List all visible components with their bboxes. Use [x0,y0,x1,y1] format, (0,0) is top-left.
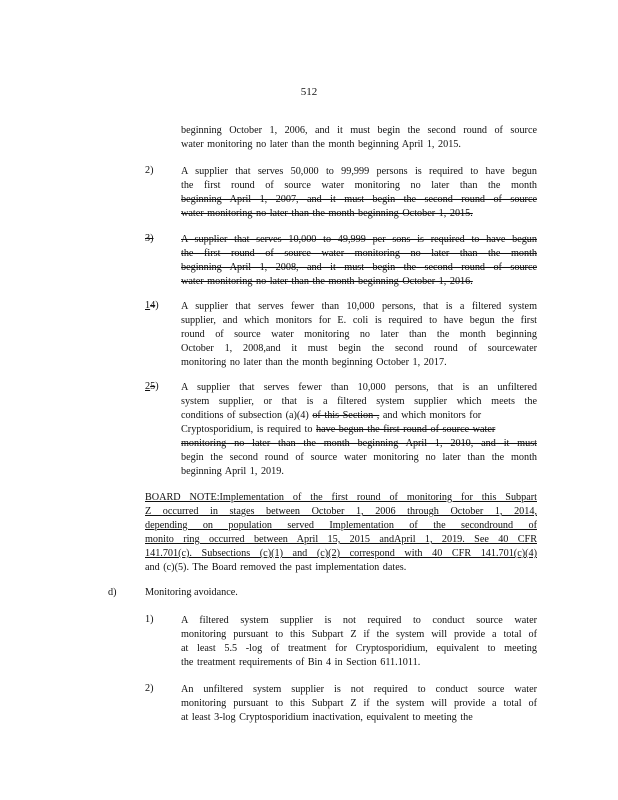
item-2-paragraph [181,165,537,221]
text-line: water monitoring no later than the month beginning April 1, 2015. [181,139,461,150]
item-number: 2) [145,165,154,176]
text-line: begin the second round of source water monitoring no later than the month [181,452,537,463]
struck-line: A supplier that serves 10,000 to 49,999 per sons is required to have begun [181,234,537,245]
item-number [145,381,159,392]
avoidance-item-2 [181,683,537,725]
text-line: monitoring no later than the month beginning October 1, 2017. [181,357,447,368]
struck-line: beginning April 1, 2007, and it must begin the second round of source [181,194,537,205]
note-line: monito ring occurred between April 15, 2015 andApril 1, 2019. See 40 CFR [145,534,537,545]
note-line: Z occurred in stages between October 1, 2006 through October 1, 2014, [145,506,537,517]
text-line: October 1, 2008,and it must begin the second round of sourcewater [181,343,537,354]
deleted-number: 4 [150,300,156,311]
text-line [181,409,537,423]
item-1-paragraph [181,300,537,370]
text-segment: Cryptosporidium, is required to [181,424,317,435]
struck-line: beginning April 1, 2008, and it must begin the second round of source [181,262,537,273]
text-segment: and which monitors for [379,410,482,421]
note-line: BOARD NOTE:Implementation of the first round of monitoring for this Subpart [145,492,537,503]
board-note [145,491,537,575]
text-segment: conditions of subsection (a)(4) [181,410,313,421]
struck-line: water monitoring no later than the month beginning October 1, 2015. [181,208,473,219]
deleted-number: 5 [150,381,156,392]
item-number: 3) [145,233,154,244]
note-line: depending on population served Implementation of the secondround of [145,520,537,531]
note-line: 141.701(c). Subsections (c)(1) and (c)(2) correspond with 40 CFR 141.701(c)(4) [145,548,537,559]
page-number: 512 [300,86,318,98]
text-line: A supplier that serves 50,000 to 99,999 persons is required to have begun [181,166,537,177]
text-line: monitoring pursuant to this Subpart Z if the system will provide a total of [181,698,537,709]
section-title: Monitoring avoidance. [145,587,238,598]
text-line: A supplier that serves fewer than 10,000 persons, that is an unfiltered [181,382,537,393]
inserted-number: 2 [145,381,151,392]
text-line: supplier, and which monitors for E. coli is required to have begun the first [181,315,537,326]
item-2-unfiltered-paragraph [181,381,537,479]
item-number [145,300,159,311]
avoidance-item-1 [181,614,537,670]
struck-segment: of this Section , [312,410,380,421]
text-line [181,423,537,437]
text-line: monitoring pursuant to this Subpart Z if the system will provide a total of [181,629,537,640]
struck-line: the first round of source water monitoring no later than the month [181,248,537,259]
number-suffix: ) [155,300,159,311]
inserted-number: 1 [145,300,151,311]
item-number: 2) [145,683,154,694]
item-3-paragraph-deleted [181,233,537,289]
struck-line: water monitoring no later than the month beginning October 1, 2016. [181,276,473,287]
continuation-paragraph [181,124,537,152]
text-line: A supplier that serves fewer than 10,000 persons, that is a filtered system [181,301,537,312]
item-number: 1) [145,614,154,625]
text-line: A filtered system supplier is not required to conduct source water [181,615,537,626]
number-suffix: ) [155,381,159,392]
text-line: the first round of source water monitoring no later than the month [181,180,537,191]
note-line: and (c)(5). The Board removed the past implementation dates. [145,562,407,573]
section-letter: d) [108,587,117,598]
struck-segment: have begun the first round of source water [316,424,496,435]
text-line: the treatment requirements of Bin 4 in Section 611.1011. [181,657,421,668]
text-line: An unfiltered system supplier is not required to conduct source water [181,684,537,695]
struck-line: monitoring no later than the month beginning April 1, 2010, and it must [181,438,537,449]
text-line: system supplier, or that is a filtered system supplier which meets the [181,396,537,407]
text-line: at least 5.5 -log of treatment for Cryptosporidium, equivalent to meeting [181,643,537,654]
text-line: beginning October 1, 2006, and it must begin the second round of source [181,125,537,136]
text-line: beginning April 1, 2019. [181,466,284,477]
text-line: at least 3-log Cryptosporidium inactivation, equivalent to meeting the [181,712,473,723]
text-line: round of source water monitoring no later than the month beginning [181,329,537,340]
